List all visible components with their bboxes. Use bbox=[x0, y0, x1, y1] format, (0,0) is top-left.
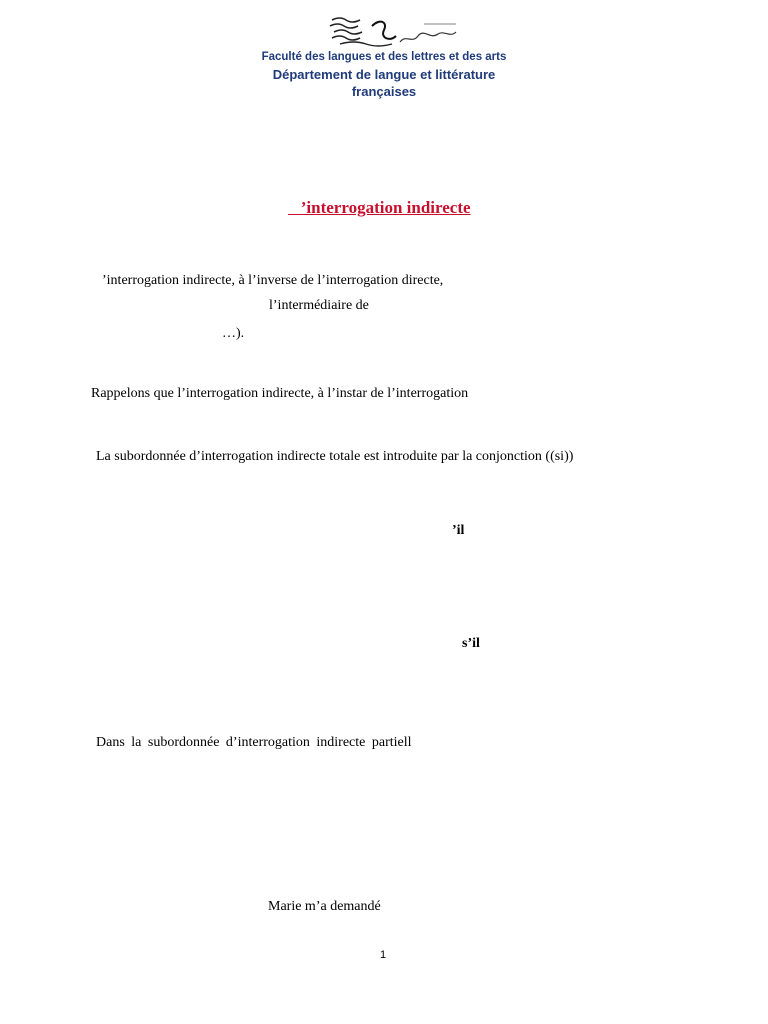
paragraph-2: Rappelons que l’interrogation indirecte, à l’instar de l’interrogation bbox=[91, 386, 469, 401]
faculty-name: Faculté des langues et des lettres et des arts bbox=[261, 51, 507, 63]
title-leading-gap bbox=[288, 198, 301, 217]
university-logo bbox=[326, 14, 462, 50]
paragraph-4: Dans la subordonnée d’interrogation indirecte partiell bbox=[96, 735, 412, 750]
department-name-line1: Département de langue et littérature bbox=[272, 67, 496, 82]
document-title bbox=[288, 198, 471, 218]
paragraph-1-line-3: …). bbox=[222, 326, 245, 341]
title-text: ’interrogation indirecte bbox=[300, 198, 471, 217]
fragment-il: ’il bbox=[452, 523, 465, 538]
page-number: 1 bbox=[380, 949, 387, 961]
paragraph-1-line-2: l’intermédiaire de bbox=[269, 298, 369, 313]
paragraph-3: La subordonnée d’interrogation indirecte totale est introduite par la conjonction ((si)) bbox=[96, 449, 574, 464]
paragraph-5: Marie m’a demandé bbox=[268, 899, 381, 914]
paragraph-1-line-1: ’interrogation indirecte, à l’inverse de l’interrogation directe, bbox=[102, 273, 444, 288]
fragment-sil: s’il bbox=[462, 636, 480, 651]
department-name-line2: françaises bbox=[351, 84, 417, 99]
